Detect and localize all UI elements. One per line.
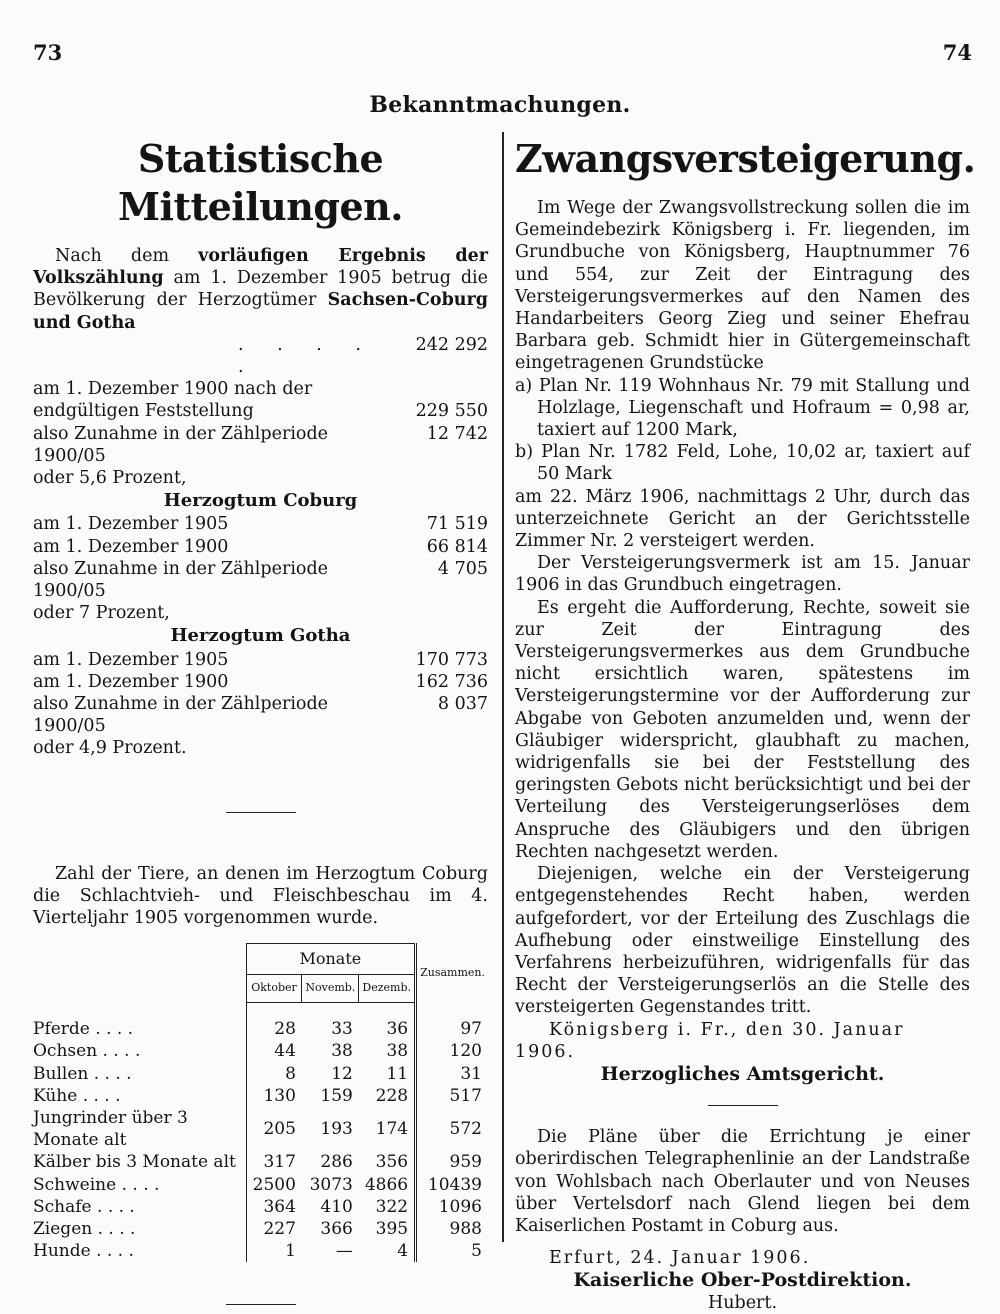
auction-place-date: Königsberg i. Fr., den 30. Januar 1906. [515, 1019, 905, 1062]
nov-value: 12 [331, 1063, 353, 1084]
dec-value: 356 [359, 1151, 416, 1173]
table-row [33, 1196, 488, 1218]
row-name: Hunde . . . . [33, 1241, 134, 1262]
row-label: am 1. Dezember 1900 [33, 671, 229, 692]
table-row [33, 1085, 488, 1107]
court-signature: Herzogliches Amtsgericht. [600, 1062, 885, 1085]
nov-value: 38 [331, 1041, 353, 1062]
row-label: am 1. Dezember 1905 [33, 514, 229, 535]
row-value: 71 519 [426, 514, 488, 535]
census-row-1900 [33, 378, 488, 422]
coburg-row-1905 [33, 513, 488, 535]
oct-value: 1 [246, 1240, 302, 1262]
census-intro [33, 245, 488, 334]
row-label: am 1. Dezember 1900 nach der endgültigen Feststellung [33, 379, 313, 422]
dec-value: 174 [359, 1107, 416, 1151]
dots: . . . . . [238, 334, 375, 378]
right-title: Zwangsversteigerung. [515, 136, 976, 181]
dec-value: 395 [359, 1218, 416, 1240]
left-title: Statistische Mitteilungen. [117, 136, 403, 229]
telegraph-notice: Die Pläne über die Errichtung je einer oberirdischen Telegraphenlinie an der Landstraße von Wohlsbach nach Oberlauter und von Neuses über Vertelsdorf nach Glend liegen bei dem Kaiserlichen Postamt in Coburg aus. [515, 1127, 970, 1236]
oct-value: 317 [246, 1151, 302, 1173]
nov-value: 3073 [309, 1174, 353, 1195]
nov-value: 193 [320, 1119, 353, 1140]
animals-intro: Zahl der Tiere, an denen im Herzogtum Coburg die Schlachtvieh- und Fleischbeschau im 4. Vierteljahr 1905 vorgenommen wurde. [33, 863, 488, 929]
row-value: 12 742 [426, 423, 488, 444]
month-dec: Dezemb. [359, 975, 416, 1002]
census-value: 242 292 [415, 334, 488, 355]
census-text-b: am 1. Dezember 1905 betrug die Bevölkerung der Herzogtümer [33, 268, 488, 311]
row-name: Kühe . . . . [33, 1085, 121, 1106]
census-percent: oder 5,6 Prozent, [33, 468, 187, 489]
column-divider [502, 132, 504, 1242]
table-row [33, 1218, 488, 1240]
row-name: Jungrinder über 3 Monate alt [33, 1108, 188, 1151]
sum-value: 572 [449, 1119, 482, 1140]
right-column [515, 135, 976, 1314]
sum-header: Zusammen. [416, 944, 488, 1002]
gotha-row-1905 [33, 649, 488, 671]
census-text-a: Nach dem [55, 246, 199, 266]
nov-value: 286 [320, 1152, 353, 1173]
row-name: Kälber bis 3 Monate alt [33, 1152, 236, 1173]
coburg-heading: Herzogtum Coburg [163, 490, 358, 512]
dec-value: 228 [359, 1085, 416, 1107]
table-row [33, 1240, 488, 1262]
sum-value: 97 [460, 1019, 482, 1040]
table-row [33, 1107, 488, 1151]
dec-value: 322 [359, 1196, 416, 1218]
dec-value: 36 [359, 1018, 416, 1040]
sum-value: 10439 [427, 1174, 482, 1195]
auction-paragraph-5: Diejenigen, welche ein der Versteigerung entgegenstehendes Recht haben, werden aufgefordert, vor der Erteilung des Zuschlags die Aufhebung oder einstweilige Einstellung des Verfahrens herbeizuführen, widrigenfalls für das Recht der Versteigerungserlös an die Stelle des versteigerten Gegenstandes tritt. [515, 864, 970, 1018]
coburg-row-1900 [33, 536, 488, 558]
gotha-heading: Herzogtum Gotha [170, 625, 351, 647]
auction-paragraph-3: Der Versteigerungsvermerk ist am 15. Januar 1906 in das Grundbuch eingetragen. [515, 553, 970, 596]
sum-value: 988 [449, 1219, 482, 1240]
census-bold: vorläufigen Ergebnis der Volkszählung [33, 246, 488, 289]
row-value: 162 736 [415, 671, 488, 692]
nov-value: 159 [320, 1085, 353, 1106]
nov-value: — [335, 1241, 353, 1262]
oct-value: 227 [246, 1218, 302, 1240]
nov-value: 366 [320, 1219, 353, 1240]
oct-value: 44 [246, 1040, 302, 1062]
sum-value: 5 [471, 1241, 482, 1262]
census-duchies: Sachsen-Coburg und Gotha [33, 290, 488, 333]
separator-rule-bottom [226, 1304, 296, 1305]
oct-value: 2500 [246, 1174, 302, 1196]
auction-item-a: a) Plan Nr. 119 Wohnhaus Nr. 79 mit Stallung und Holzlage, Liegenschaft und Hofraum = 0,98 ar, taxiert auf 1200 Mark, [515, 375, 970, 441]
dec-value: 11 [359, 1063, 416, 1085]
row-value: 66 814 [426, 536, 488, 557]
row-name: Schweine . . . . [33, 1174, 160, 1195]
auction-paragraph-1: Im Wege der Zwangsvollstreckung sollen die im Gemeindebezirk Königsberg i. Fr. liegenden, im Grundbuche von Königsberg, Hauptnummer 76 und 554, zur Zeit der Eintragung des Versteigerungsvermerkes auf den Namen des Handarbeiters Georg Zieg und seiner Ehefrau Barbara geb. Schmidt hier in Gütergemeinschaft eingetragenen Grundstücke [515, 198, 970, 374]
dec-value: 4866 [359, 1174, 416, 1196]
coburg-row-increase [33, 558, 488, 602]
months-header: Monate [246, 944, 415, 975]
left-column [33, 135, 488, 1305]
table-row [33, 1174, 488, 1196]
oct-value: 130 [246, 1085, 302, 1107]
oct-value: 364 [246, 1196, 302, 1218]
row-label: also Zunahme in der Zählperiode 1900/05 [33, 423, 329, 466]
sum-value: 120 [449, 1041, 482, 1062]
gotha-row-1900 [33, 671, 488, 693]
oct-value: 28 [246, 1018, 302, 1040]
row-label: also Zunahme in der Zählperiode 1900/05 [33, 694, 329, 737]
coburg-percent: oder 7 Prozent, [33, 603, 170, 624]
row-value: 8 037 [437, 694, 488, 715]
table-row [33, 1040, 488, 1062]
auction-paragraph-2: am 22. März 1906, nachmittags 2 Uhr, durch das unterzeichnete Gericht an der Gerichtsstelle Zimmer Nr. 2 versteigert werden. [515, 486, 970, 552]
row-name: Ziegen . . . . [33, 1219, 136, 1240]
row-value: 229 550 [415, 401, 488, 422]
row-value: 170 773 [415, 649, 488, 670]
oct-value: 8 [246, 1063, 302, 1085]
sum-value: 1096 [438, 1196, 482, 1217]
sum-value: 31 [460, 1063, 482, 1084]
row-label: also Zunahme in der Zählperiode 1900/05 [33, 558, 329, 602]
auction-paragraph-4: Es ergeht die Aufforderung, Rechte, soweit sie zur Zeit der Eintragung des Versteigerungsvermerkes aus dem Grundbuche nicht ersichtlich waren, spätestens im Versteigerungstermine vor der Aufforderung zur Abgabe von Geboten anzumelden und, wenn der Gläubiger widerspricht, glaubhaft zu machen, widrigenfalls sie bei der Feststellung des geringsten Gebots nicht berücksichtigt und bei der Verteilung des Versteigerungserlöses dem Anspruche des Gläubigers und den übrigen Rechten nachgesetzt werden. [515, 597, 971, 862]
dec-value: 4 [359, 1240, 416, 1262]
nov-value: 410 [320, 1196, 353, 1217]
row-value: 4 705 [437, 558, 488, 579]
oct-value: 205 [246, 1107, 302, 1151]
section-header: Bekanntmachungen. [369, 92, 631, 118]
gotha-percent: oder 4,9 Prozent. [33, 738, 187, 759]
auction-item-b: b) Plan Nr. 1782 Feld, Lohe, 10,02 ar, taxiert auf 50 Mark [515, 442, 970, 485]
table-row [33, 1018, 488, 1040]
postal-authority: Kaiserliche Ober-Postdirektion. [573, 1269, 912, 1292]
table-row [33, 1151, 488, 1173]
month-oct: Oktober [246, 975, 302, 1002]
dec-value: 38 [359, 1040, 416, 1062]
sum-value: 959 [449, 1152, 482, 1173]
page-number-right: 74 [942, 40, 972, 65]
row-name: Schafe . . . . [33, 1196, 135, 1217]
nov-value: 33 [331, 1019, 353, 1040]
gotha-row-increase [33, 693, 488, 737]
animals-table [33, 943, 488, 1262]
sum-value: 517 [449, 1085, 482, 1106]
census-row-total [33, 334, 488, 378]
row-label: am 1. Dezember 1900 [33, 536, 229, 557]
census-row-increase [33, 423, 488, 467]
row-label: am 1. Dezember 1905 [33, 649, 229, 670]
erfurt-date: Erfurt, 24. Januar 1906. [549, 1248, 811, 1269]
page-number-left: 73 [33, 40, 63, 65]
row-name: Pferde . . . . [33, 1019, 134, 1040]
signer-name: Hubert. [707, 1292, 778, 1313]
row-name: Ochsen . . . . [33, 1041, 141, 1062]
row-name: Bullen . . . . [33, 1063, 132, 1084]
month-nov: Novemb. [302, 975, 359, 1002]
table-row [33, 1063, 488, 1085]
